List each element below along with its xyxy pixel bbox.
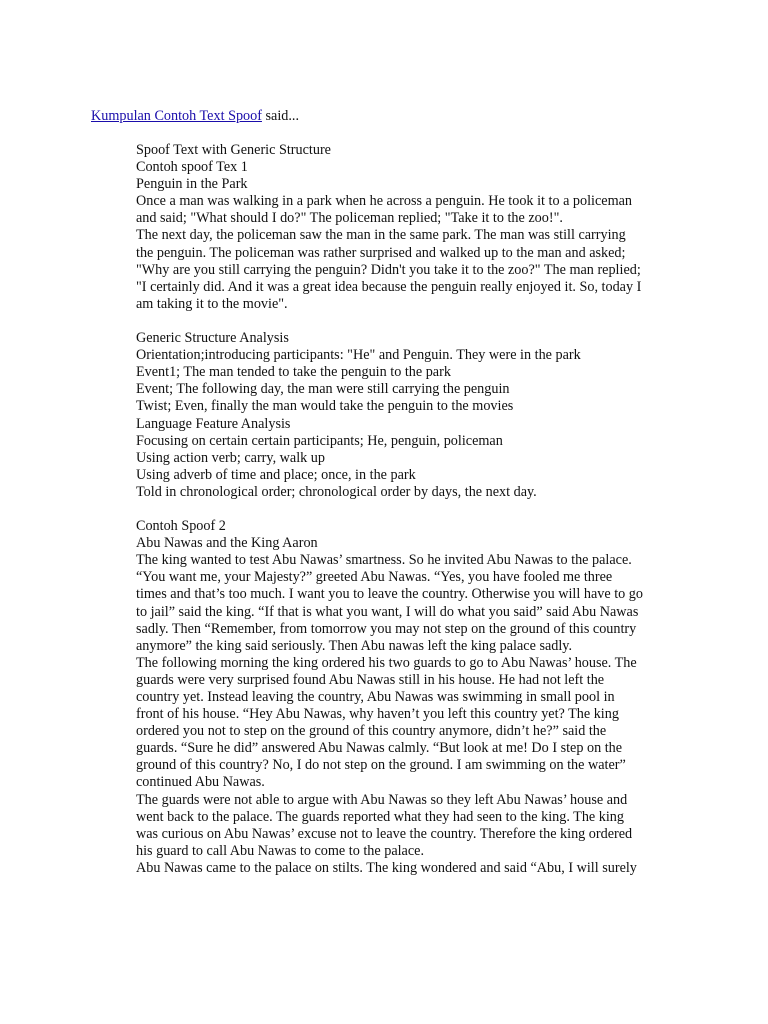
text-line: continued Abu Nawas. <box>136 774 265 791</box>
text-line: to jail” said the king. “If that is what you want, I will do what you said” said Abu Nawas <box>136 603 639 620</box>
blank-line <box>136 313 696 330</box>
text-line: sadly. Then “Remember, from tomorrow you may not step on the ground of this country <box>136 620 637 637</box>
text-line: “You want me, your Majesty?” greeted Abu Nawas. “Yes, you have fooled me three <box>136 569 613 586</box>
text-line: The guards were not able to argue with Abu Nawas so they left Abu Nawas’ house and <box>136 791 628 808</box>
text-line: went back to the palace. The guards reported what they had seen to the king. The king <box>136 808 624 825</box>
text-line: "Why are you still carrying the penguin? Didn't you take it to the zoo?" The man replied; <box>136 261 641 278</box>
comment-author-link[interactable]: Kumpulan Contoh Text Spoof <box>91 108 262 124</box>
text-line: front of his house. “Hey Abu Nawas, why haven’t you left this country yet? The king <box>136 706 619 723</box>
text-line: Penguin in the Park <box>136 176 248 193</box>
text-line: The following morning the king ordered his two guards to go to Abu Nawas’ house. The <box>136 654 637 671</box>
text-line: The next day, the policeman saw the man in the same park. The man was still carrying <box>136 227 626 244</box>
text-line: anymore” the king said seriously. Then Abu nawas left the king palace sadly. <box>136 637 573 654</box>
text-line: Abu Nawas came to the palace on stilts. The king wondered and said “Abu, I will surely <box>136 859 637 876</box>
text-line: Once a man was walking in a park when he across a penguin. He took it to a policeman <box>136 193 633 210</box>
text-line: was curious on Abu Nawas’ excuse not to leave the country. Therefore the king ordered <box>136 825 633 842</box>
text-line: "I certainly did. And it was a great idea because the penguin really enjoyed it. So, today I <box>136 278 642 295</box>
text-line: Abu Nawas and the King Aaron <box>136 535 318 552</box>
text-line: and said; "What should I do?" The policeman replied; "Take it to the zoo!". <box>136 210 563 227</box>
text-line: guards were very surprised found Abu Nawas still in his house. He had not left the <box>136 671 605 688</box>
text-line: ordered you not to step on the ground of this country anymore, didn’t he?” said the <box>136 723 607 740</box>
text-line: ground of this country? No, I do not step on the ground. I am swimming on the water” <box>136 757 626 774</box>
text-line: Contoh Spoof 2 <box>136 518 226 535</box>
text-line: country yet. Instead leaving the country, Abu Nawas was swimming in small pool in <box>136 689 615 705</box>
comment-body <box>136 142 696 877</box>
blank-line <box>136 501 696 518</box>
text-line: am taking it to the movie". <box>136 295 288 312</box>
text-line: Using adverb of time and place; once, in the park <box>136 466 416 483</box>
text-line: Using action verb; carry, walk up <box>136 449 325 466</box>
text-line: Told in chronological order; chronological order by days, the next day. <box>136 483 537 500</box>
text-line: Contoh spoof Tex 1 <box>136 159 248 176</box>
comment-header <box>91 106 299 126</box>
text-line: his guard to call Abu Nawas to come to the palace. <box>136 842 424 859</box>
text-line: guards. “Sure he did” answered Abu Nawas calmly. “But look at me! Do I step on the <box>136 740 623 757</box>
text-line: The king wanted to test Abu Nawas’ smartness. So he invited Abu Nawas to the palace. <box>136 552 632 569</box>
text-line: Generic Structure Analysis <box>136 330 289 347</box>
comment-said-text: said... <box>261 108 300 124</box>
text-line: Orientation;introducing participants: "He" and Penguin. They were in the park <box>136 347 581 364</box>
text-line: the penguin. The policeman was rather surprised and walked up to the man and asked; <box>136 244 626 261</box>
text-line: Twist; Even, finally the man would take the penguin to the movies <box>136 398 514 415</box>
text-line: Language Feature Analysis <box>136 415 291 432</box>
text-line: Event1; The man tended to take the penguin to the park <box>136 364 451 381</box>
text-line: Focusing on certain certain participants; He, penguin, policeman <box>136 432 503 449</box>
text-line: Event; The following day, the man were still carrying the penguin <box>136 381 510 398</box>
text-line: times and that’s too much. I want you to leave the country. Otherwise you will have to go <box>136 586 643 603</box>
text-line: Spoof Text with Generic Structure <box>136 142 331 158</box>
